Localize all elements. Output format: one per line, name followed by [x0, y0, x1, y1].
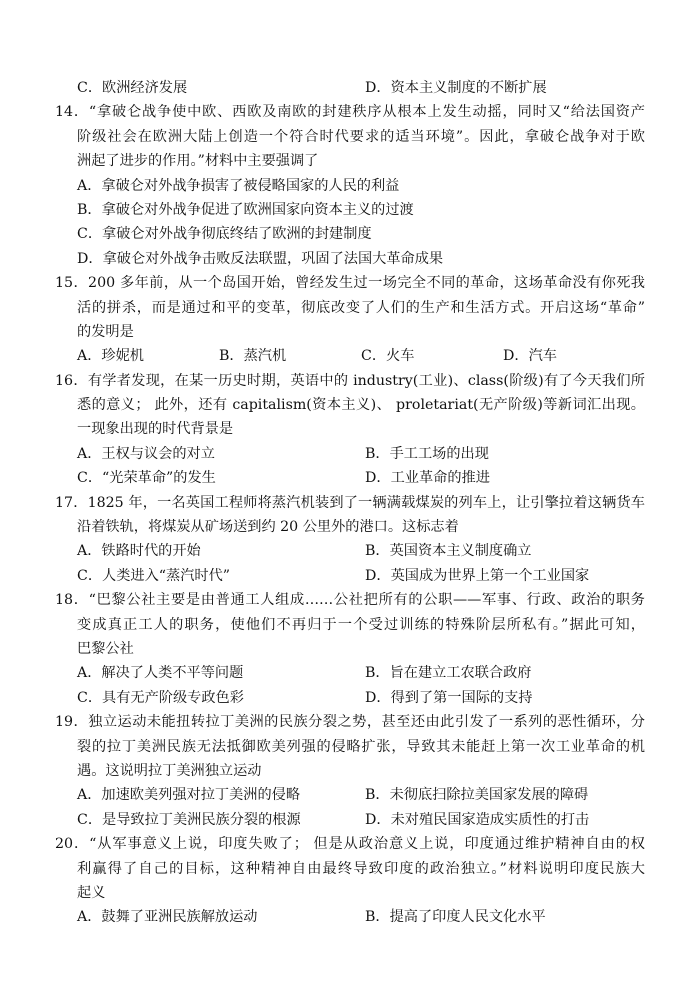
option-b: B．未彻底扫除拉美国家发展的障碍: [365, 787, 589, 804]
options-row: [55, 661, 645, 685]
question-text-line: 遇。这说明拉丁美洲独立运动: [77, 762, 262, 779]
question-text-line: 14．“拿破仑战争使中欧、西欧及南欧的封建秩序从根本上发生动摇，同时又“给法国资产: [55, 104, 645, 121]
option-c: C．“光荣革命”的发生: [77, 470, 216, 487]
option-b: B．英国资本主义制度确立: [365, 543, 532, 560]
options-row: [55, 686, 645, 710]
options-row: [55, 564, 645, 588]
question-text-line: 19．独立运动未能扭转拉丁美洲的民族分裂之势，甚至还由此引发了一系列的恶性循环，分: [55, 714, 645, 731]
option-a: A．解决了人类不平等问题: [77, 665, 244, 682]
question-text-line: 巴黎公社: [77, 640, 134, 657]
option-c: C．是导致拉丁美洲民族分裂的根源: [77, 811, 301, 828]
options-row: [55, 783, 645, 807]
question-text-line: 沿着铁轨，将煤炭从矿场送到约 20 公里外的港口。这标志着: [77, 519, 459, 536]
options-row: [55, 466, 645, 490]
options-row: [55, 442, 645, 466]
question-18: [55, 588, 645, 710]
question-15: [55, 271, 645, 369]
options-row: [55, 808, 645, 832]
option-a: A．王权与议会的对立: [77, 445, 215, 462]
question-19: [55, 710, 645, 832]
option-d: D．资本主义制度的不断扩展: [365, 80, 547, 96]
question-text-line: 18．“巴黎公社主要是由普通工人组成……公社把所有的公职——军事、行政、政治的职务: [55, 592, 645, 609]
question-text-line: 裂的拉丁美洲民族无法抵御欧美列强的侵略扩张，导致其未能赶上第一次工业革命的机: [77, 738, 645, 755]
option-d: D．工业革命的推进: [365, 470, 490, 487]
option-c: C．火车: [361, 348, 415, 365]
option-b: B．拿破仑对外战争促进了欧洲国家向资本主义的过渡: [77, 201, 414, 218]
question-text-line: 的发明是: [77, 323, 134, 340]
option-c: C．具有无产阶级专政色彩: [77, 689, 244, 706]
option-d: D．汽车: [503, 348, 557, 365]
question-text-line: 20．“从军事意义上说，印度失败了； 但是从政治意义上说，印度通过维护精神自由的权: [55, 836, 645, 853]
question-text-line: 16．有学者发现，在某一历史时期，英语中的 industry(工业)、class(阶级)有了今天我们所: [55, 372, 645, 389]
option-d: D．未对殖民国家造成实质性的打击: [365, 811, 590, 828]
option-c: C．人类进入“蒸汽时代”: [77, 567, 231, 584]
question-text-line: 15．200 多年前，从一个岛国开始，曾经发生过一场完全不同的革命，这场革命没有你死我: [55, 275, 645, 292]
prev-question-options: [55, 76, 645, 100]
option-a: A．加速欧美列强对拉丁美洲的侵略: [77, 787, 301, 804]
question-text-line: 利赢得了自己的目标，这种精神自由最终导致印度的政治独立。”材料说明印度民族大: [77, 860, 645, 877]
option-d: D．英国成为世界上第一个工业国家: [365, 567, 590, 584]
option-b: B．手工工场的出现: [365, 445, 489, 462]
option-d: D．得到了第一国际的支持: [365, 689, 533, 706]
question-14: [55, 100, 645, 271]
question-text-line: 阶级社会在欧洲大陆上创造一个符合时代要求的适当环境”。因此，拿破仑战争对于欧: [77, 128, 645, 145]
option-b: B．旨在建立工农联合政府: [365, 665, 532, 682]
options-row: [55, 539, 645, 563]
option-d: D．拿破仑对外战争击败反法联盟，巩固了法国大革命成果: [77, 250, 444, 267]
question-text-line: 17．1825 年，一名英国工程师将蒸汽机装到了一辆满载煤炭的列车上，让引擎拉着这辆货车: [55, 494, 645, 511]
question-text-line: 一现象出现的时代背景是: [77, 421, 234, 438]
question-text-line: 洲起了进步的作用。”材料中主要强调了: [77, 153, 319, 170]
option-a: A．鼓舞了亚洲民族解放运动: [77, 909, 258, 926]
option-b: B．蒸汽机: [219, 348, 287, 365]
question-16: [55, 369, 645, 491]
options-row: [55, 905, 645, 929]
question-text-line: 起义: [77, 884, 106, 901]
option-c: C．拿破仑对外战争彻底终结了欧洲的封建制度: [77, 226, 372, 243]
page-content: [55, 76, 645, 930]
question-text-line: 悉的意义； 此外，还有 capitalism(资本主义)、 proletariat(无产阶级)等新词汇出现。: [77, 397, 645, 414]
option-c: C．欧洲经济发展: [77, 80, 188, 96]
question-20: [55, 832, 645, 930]
option-b: B．提高了印度人民文化水平: [365, 909, 546, 926]
question-17: [55, 491, 645, 589]
option-a: A．拿破仑对外战争损害了被侵略国家的人民的利益: [77, 177, 400, 194]
options-row: [55, 344, 645, 368]
question-text-line: 变成真正工人的职务，使他们不再归于一个受过训练的特殊阶层所私有。”据此可知，: [77, 616, 645, 633]
option-a: A．珍妮机: [77, 348, 144, 365]
question-text-line: 活的拼杀，而是通过和平的变革，彻底改变了人们的生产和生活方式。开启这场“革命”: [77, 299, 645, 316]
option-a: A．铁路时代的开始: [77, 543, 201, 560]
